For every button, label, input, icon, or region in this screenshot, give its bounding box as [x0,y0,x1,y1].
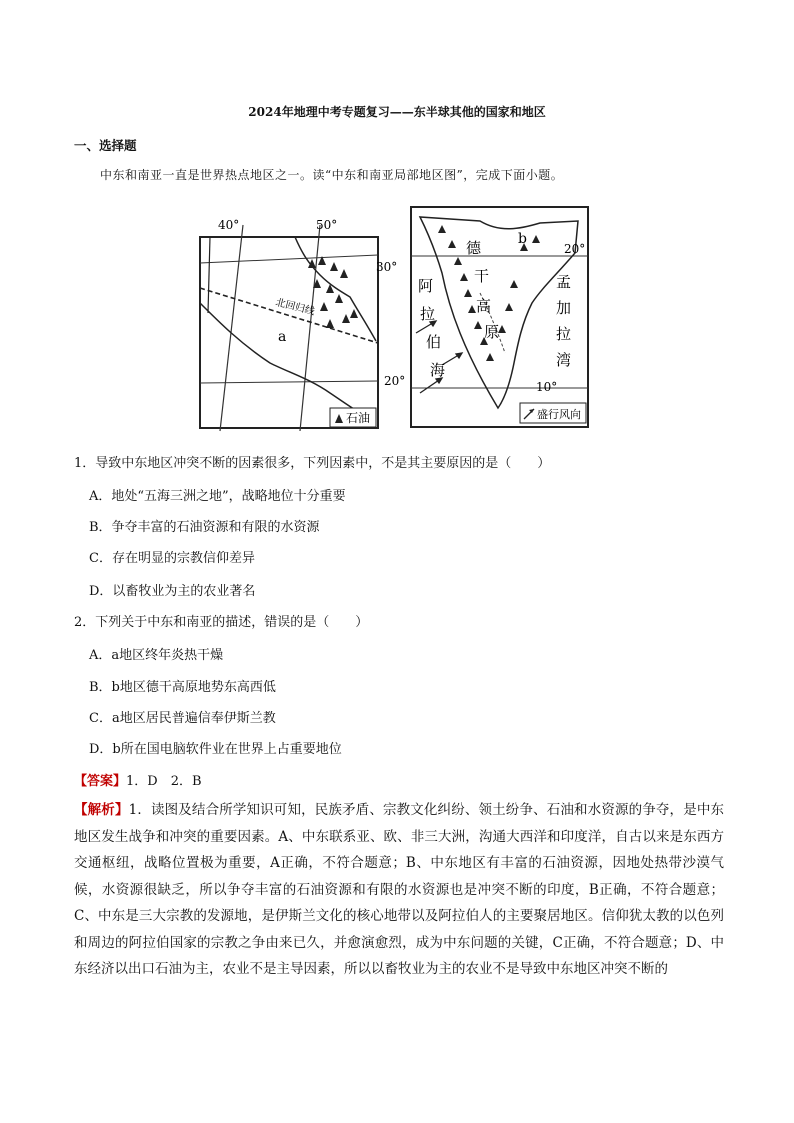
south-asia-map [411,207,588,427]
bay-bengal-char-3: 拉 [556,325,572,343]
bay-bengal-char-2: 加 [556,299,572,317]
page-title: 2024年地理中考专题复习——东半球其他的国家和地区 [248,105,546,119]
answer-tag: 【答案】 [74,774,127,789]
answer-line [74,770,202,789]
intro-text: 中东和南亚一直是世界热点地区之一。读“中东和南亚局部地区图”，完成下面小题。 [100,168,564,182]
deccan-char-4: 原 [484,323,500,341]
middle-east-south-asia-maps [180,193,600,435]
lat-20-label: 20° [384,374,406,388]
question-1-stem: 1．导致中东地区冲突不断的因素很多，下列因素中，不是其主要原因的是（ ） [74,456,551,471]
deccan-char-3: 高 [476,297,492,315]
wind-arrows [416,321,462,393]
lon-40-label: 40° [218,218,240,232]
question-2-option-c: C．a地区居民普遍信奉伊斯兰教 [89,711,276,726]
section-heading: 一、选择题 [74,138,137,153]
arabian-sea-char-2: 拉 [420,305,436,323]
question-1-option-a: A．地处“五海三洲之地”，战略地位十分重要 [89,489,346,504]
question-2-option-a: A．a地区终年炎热干燥 [89,648,224,663]
question-1-option-d: D．以畜牧业为主的农业著名 [89,584,256,599]
analysis-block [74,797,724,983]
question-2-option-b: B．b地区德干高原地势东高西低 [89,680,276,695]
region-b-label: b [518,231,527,247]
analysis-tag: 【解析】 [74,802,129,818]
lat-30-label: 30° [376,260,398,274]
question-1-option-b: B．争夺丰富的石油资源和有限的水资源 [89,520,320,535]
question-1-option-c: C．存在明显的宗教信仰差异 [89,551,255,566]
arabian-sea-char-1: 阿 [418,277,434,295]
lat-10-right-label: 10° [536,380,558,394]
lon-50-label: 50° [316,218,338,232]
wind-legend-label: 盛行风向 [537,408,581,421]
answer-text: 1．D 2．B [126,774,202,789]
question-2-option-d: D．b所在国电脑软件业在世界上占重要地位 [89,742,342,757]
tropic-label: 北回归线 [274,297,316,318]
bay-bengal-char-4: 湾 [556,351,572,369]
question-2-stem: 2．下列关于中东和南亚的描述，错误的是（ ） [74,615,369,630]
analysis-text: 1．读图及结合所学知识可知，民族矛盾、宗教文化纠纷、领土纷争、石油和水资源的争夺，是中东地区发生战争和冲突的重要因素。A、中东联系亚、欧、非三大洲，沟通大西洋和印度洋，自古以来是东西方交通枢纽，战略位置极为重要，A正确，不符合题意；B、中东地区有丰富的石油资源，因地处热带沙漠气候，水资源很缺乏，所以争夺丰富的石油资源和有限的水资源也是冲突不断的印度，B正确，不符合题意；C、中东是三大宗教的发源地，是伊斯兰文化的核心地带以及阿拉伯人的主要聚居地区。信仰犹太教的以色列和周边的阿拉伯国家的宗教之争由来已久，并愈演愈烈，成为中东问题的关键，C正确，不符合题意；D、中东经济以出口石油为主，农业不是主导因素，所以以畜牧业为主的农业不是导致中东地区冲突不断的 [74,802,725,977]
arabian-sea-char-4: 海 [430,361,446,379]
arabian-sea-char-3: 伯 [426,333,442,351]
oil-legend-label: 石油 [346,411,371,425]
deccan-char-2: 干 [474,267,490,285]
lat-20-right-label: 20° [564,242,586,256]
region-a-label: a [278,329,287,345]
middle-east-map [200,218,405,431]
deccan-char-1: 德 [466,239,482,257]
bay-bengal-char-1: 孟 [556,273,572,291]
